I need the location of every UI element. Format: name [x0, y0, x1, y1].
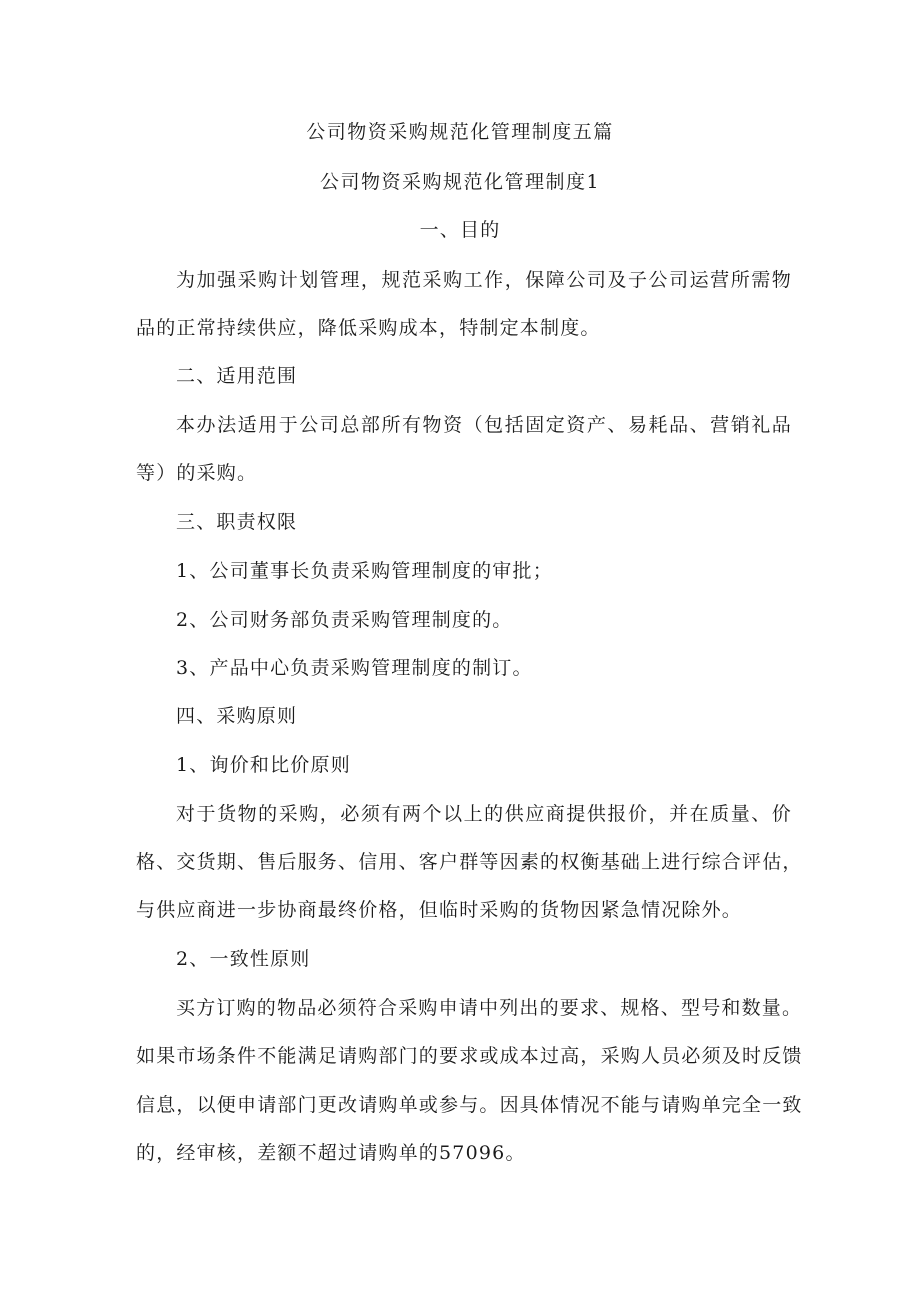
paragraph-line: 本办法适用于公司总部所有物资（包括固定资产、易耗品、营销礼品 [176, 414, 792, 436]
document-title: 公司物资采购规范化管理制度五篇 [306, 121, 614, 143]
paragraph-line: 为加强采购计划管理，规范采购工作，保障公司及子公司运营所需物 [176, 269, 792, 291]
section-heading-purpose: 一、目的 [419, 219, 501, 241]
paragraph-line: 等）的采购。 [136, 462, 258, 484]
paragraph-line: 信息，以便申请部门更改请购单或参与。因具体情况不能与请购单完全一致 [136, 1094, 803, 1116]
list-item: 3、产品中心负责采购管理制度的制订。 [176, 657, 533, 679]
paragraph-line: 与供应商进一步协商最终价格，但临时采购的货物因紧急情况除外。 [136, 899, 743, 921]
list-item: 1、公司董事长负责采购管理制度的审批； [176, 560, 553, 582]
section-heading-scope: 二、适用范围 [176, 365, 298, 387]
document-subtitle: 公司物资采购规范化管理制度1 [319, 171, 601, 193]
paragraph-line: 格、交货期、售后服务、信用、客户群等因素的权衡基础上进行综合评估， [136, 851, 803, 873]
paragraph-line: 的，经审核，差额不超过请购单的57096。 [136, 1142, 526, 1164]
paragraph-line: 如果市场条件不能满足请购部门的要求或成本过高，采购人员必须及时反馈 [136, 1045, 803, 1067]
paragraph-line: 对于货物的采购，必须有两个以上的供应商提供报价，并在质量、价 [176, 803, 792, 825]
subsection-heading: 1、询价和比价原则 [176, 754, 351, 776]
section-heading-principles: 四、采购原则 [176, 705, 298, 727]
paragraph-line: 买方订购的物品必须符合采购申请中列出的要求、规格、型号和数量。 [176, 997, 803, 1019]
section-heading-responsibilities: 三、职责权限 [176, 511, 298, 533]
list-item: 2、公司财务部负责采购管理制度的。 [176, 609, 513, 631]
paragraph-line: 品的正常持续供应，降低采购成本，特制定本制度。 [136, 317, 601, 339]
subsection-heading: 2、一致性原则 [176, 948, 311, 970]
